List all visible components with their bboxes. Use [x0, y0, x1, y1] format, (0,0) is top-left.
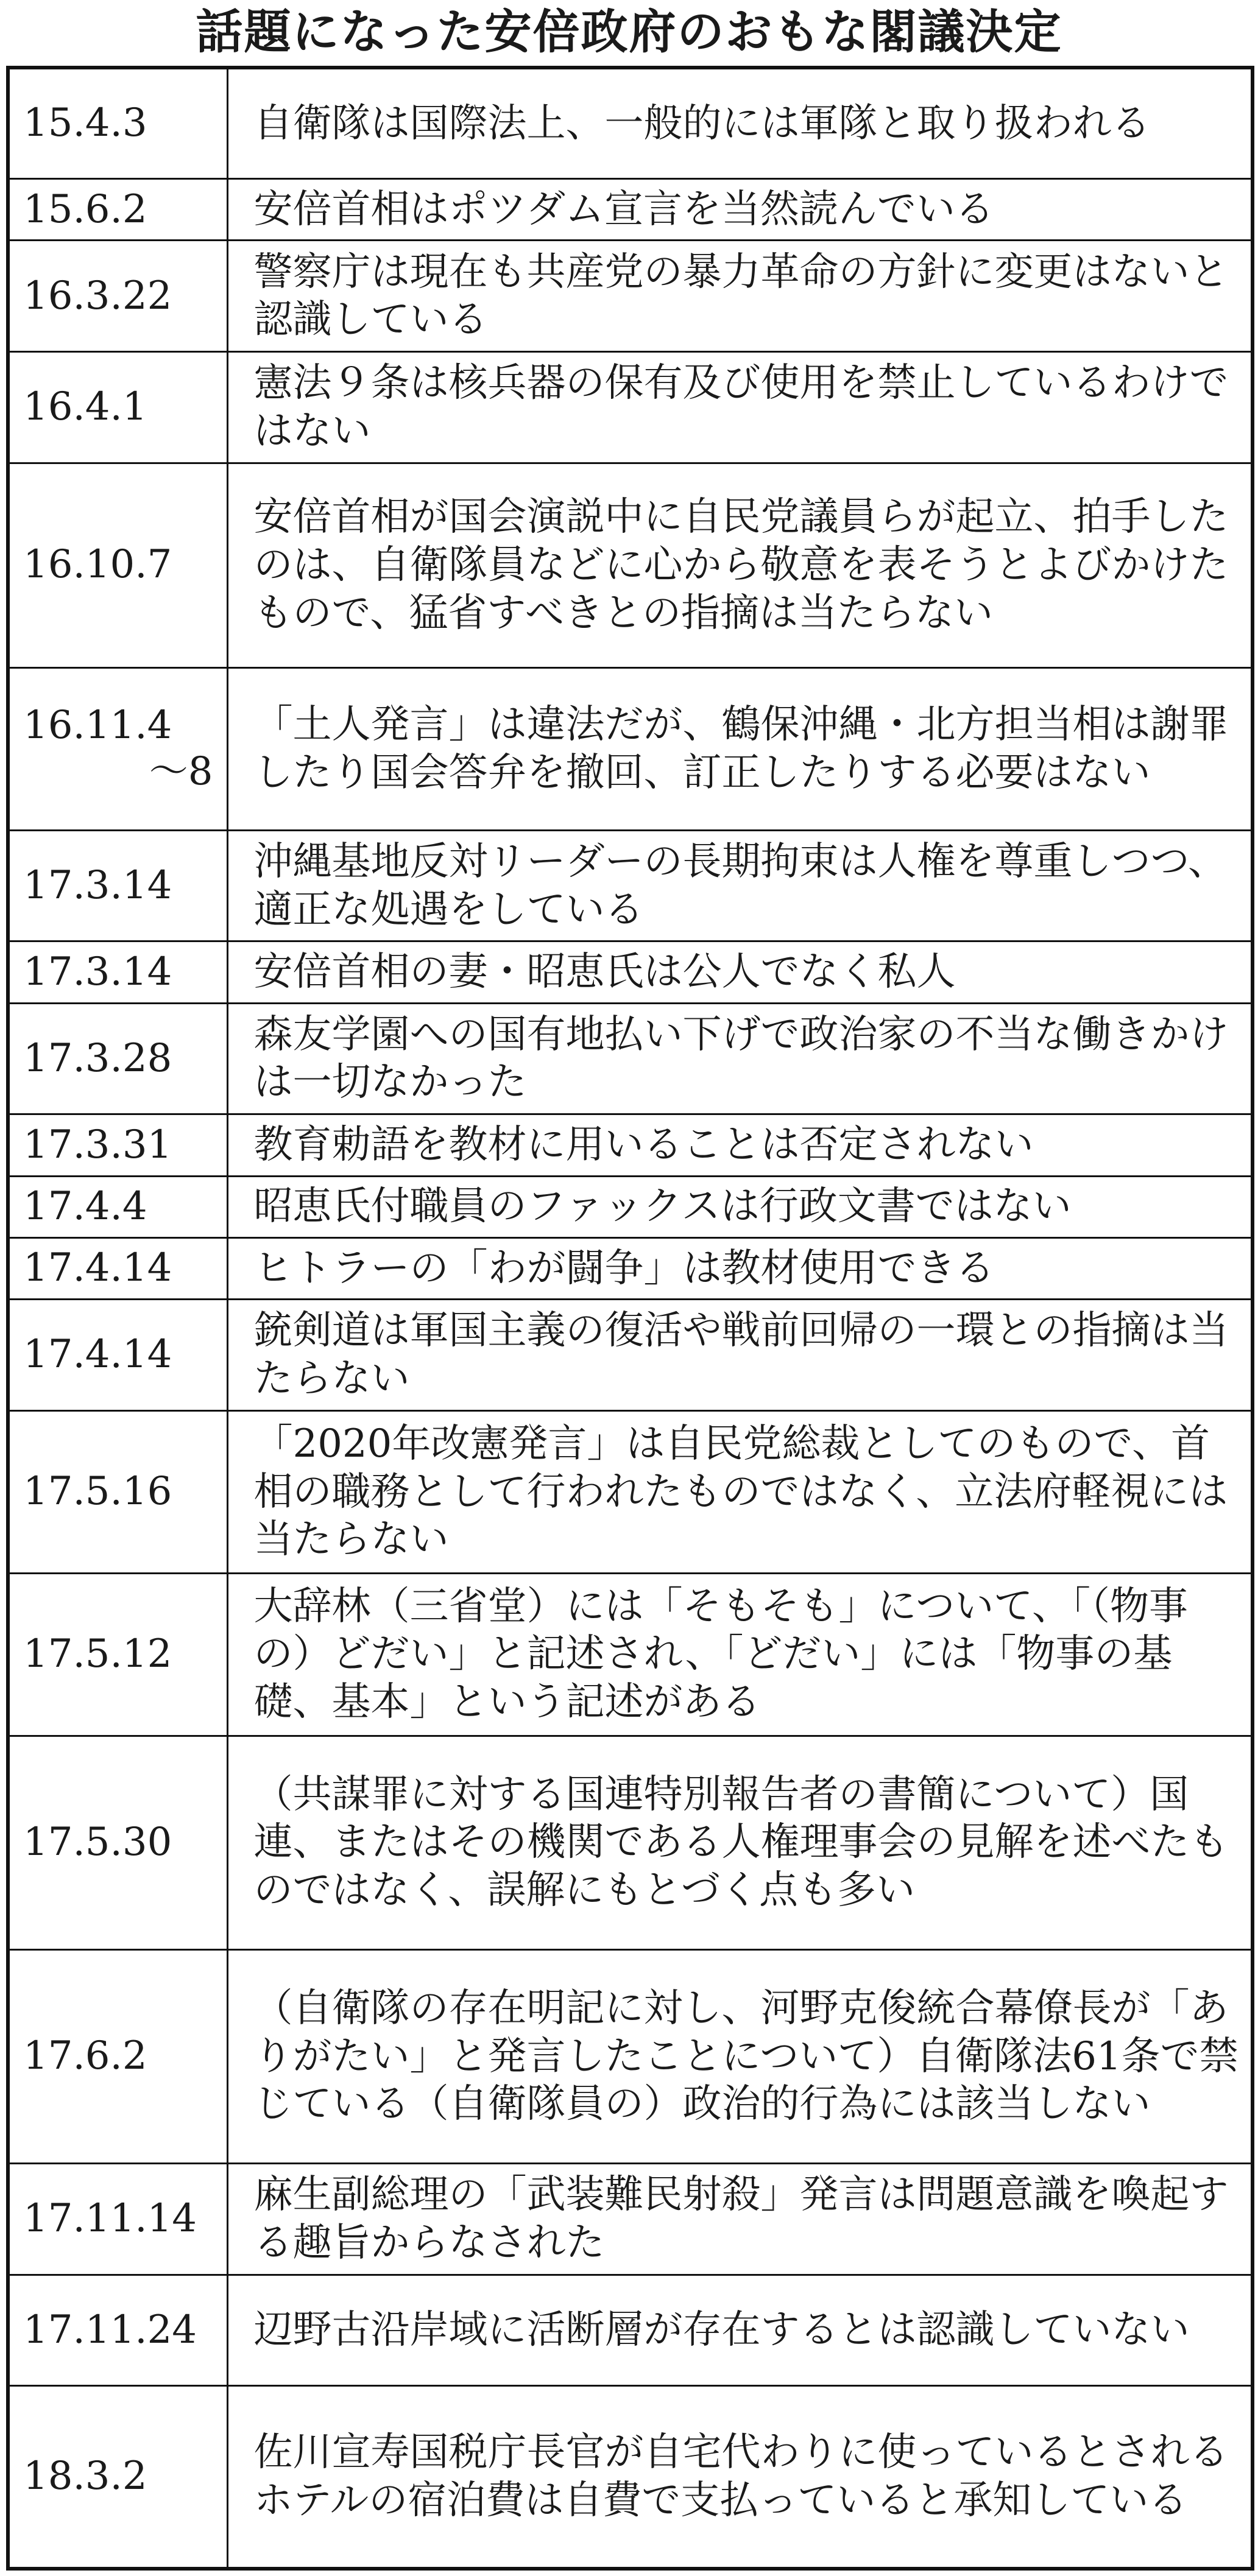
decision-cell: 憲法９条は核兵器の保有及び使用を禁止しているわけではない: [227, 352, 1253, 463]
table-row: [8, 463, 1253, 667]
date-cell: 15.4.3: [8, 68, 227, 179]
table-row: [8, 1237, 1253, 1299]
decision-cell: 麻生副総理の「武装難民射殺」発言は問題意識を喚起する趣旨からなされた: [227, 2164, 1253, 2275]
decision-cell: 安倍首相の妻・昭恵氏は公人でなく私人: [227, 941, 1253, 1003]
decision-cell: 森友学園への国有地払い下げで政治家の不当な働きかけは一切なかった: [227, 1003, 1253, 1114]
table-row: [8, 2164, 1253, 2275]
page-title: 話題になった安倍政府のおもな閣議決定: [196, 5, 1062, 60]
decision-cell: ヒトラーの「わが闘争」は教材使用できる: [227, 1237, 1253, 1299]
decision-cell: 自衛隊は国際法上、一般的には軍隊と取り扱われる: [227, 68, 1253, 179]
table-row: [8, 68, 1253, 179]
table-row: [8, 1114, 1253, 1176]
date-cell: 17.3.31: [8, 1114, 227, 1176]
date-cell: 17.3.14: [8, 941, 227, 1003]
date-cell: 17.3.28: [8, 1003, 227, 1114]
date-cell: 17.11.24: [8, 2275, 227, 2386]
table-row: [8, 1736, 1253, 1949]
table-row: [8, 179, 1253, 241]
date-cell: 15.6.2: [8, 179, 227, 241]
decision-cell: 昭恵氏付職員のファックスは行政文書ではない: [227, 1176, 1253, 1237]
table-row: [8, 2386, 1253, 2569]
decision-cell: 安倍首相が国会演説中に自民党議員らが起立、拍手したのは、自衛隊員などに心から敬意を表そうとよびかけたもので、猛省すべきとの指摘は当たらない: [227, 463, 1253, 667]
date-cell: 17.5.30: [8, 1736, 227, 1949]
date-cell: 17.5.12: [8, 1573, 227, 1736]
decision-cell: 教育勅語を教材に用いることは否定されない: [227, 1114, 1253, 1176]
decision-cell: 大辞林（三省堂）には「そもそも」について、「（物事の）どだい」と記述され、「どだい」には「物事の基礎、基本」という記述がある: [227, 1573, 1253, 1736]
date-cell: 16.10.7: [8, 463, 227, 667]
date-cell: 17.3.14: [8, 830, 227, 941]
date-cell: 18.3.2: [8, 2386, 227, 2569]
decision-table: [6, 66, 1254, 2571]
decision-cell: （共謀罪に対する国連特別報告者の書簡について）国連、またはその機関である人権理事会の見解を述べたものではなく、誤解にもとづく点も多い: [227, 1736, 1253, 1949]
table-row: [8, 1410, 1253, 1573]
table-row: [8, 1003, 1253, 1114]
decision-cell: （自衛隊の存在明記に対し、河野克俊統合幕僚長が「ありがたい」と発言したことについて）自衛隊法61条で禁じている（自衛隊員の）政治的行為には該当しない: [227, 1949, 1253, 2163]
date-cell: 17.4.4: [8, 1176, 227, 1237]
date-cell: 17.6.2: [8, 1949, 227, 2163]
decision-cell: 銃剣道は軍国主義の復活や戦前回帰の一環との指摘は当たらない: [227, 1300, 1253, 1411]
table-row: [8, 830, 1253, 941]
date-start: 16.11.4: [23, 703, 172, 748]
date-cell: 17.4.14: [8, 1237, 227, 1299]
table-row: [8, 241, 1253, 352]
date-cell: 16.3.22: [8, 241, 227, 352]
date-cell: 17.5.16: [8, 1410, 227, 1573]
date-cell: 17.11.14: [8, 2164, 227, 2275]
decision-cell: 沖縄基地反対リーダーの長期拘束は人権を尊重しつつ、適正な処遇をしている: [227, 830, 1253, 941]
decision-cell: 辺野古沿岸域に活断層が存在するとは認識していない: [227, 2275, 1253, 2386]
decision-cell: 佐川宣寿国税庁長官が自宅代わりに使っているとされるホテルの宿泊費は自費で支払っていると承知している: [227, 2386, 1253, 2569]
decision-cell: 警察庁は現在も共産党の暴力革命の方針に変更はないと認識している: [227, 241, 1253, 352]
table-row: [8, 667, 1253, 830]
date-range-end: ～8: [149, 748, 213, 794]
table-row: [8, 1300, 1253, 1411]
table-row: [8, 1176, 1253, 1237]
date-cell: [8, 667, 227, 830]
table-row: [8, 2275, 1253, 2386]
date-cell: 17.4.14: [8, 1300, 227, 1411]
date-cell: 16.4.1: [8, 352, 227, 463]
table-row: [8, 941, 1253, 1003]
table-row: [8, 1573, 1253, 1736]
decision-cell: 「2020年改憲発言」は自民党総裁としてのもので、首相の職務として行われたものではなく、立法府軽視には当たらない: [227, 1410, 1253, 1573]
decision-cell: 「土人発言」は違法だが、鶴保沖縄・北方担当相は謝罪したり国会答弁を撤回、訂正したりする必要はない: [227, 667, 1253, 830]
decision-cell: 安倍首相はポツダム宣言を当然読んでいる: [227, 179, 1253, 241]
table-row: [8, 1949, 1253, 2163]
table-row: [8, 352, 1253, 463]
